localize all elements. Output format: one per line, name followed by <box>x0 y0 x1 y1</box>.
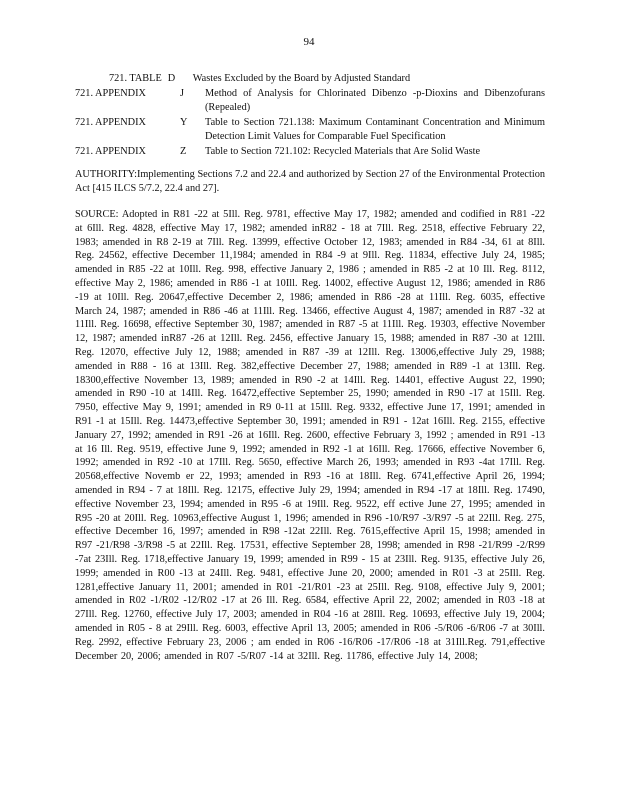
toc-row <box>75 116 545 145</box>
toc-ref: 721. APPENDIX <box>75 116 146 128</box>
toc-description: Table to Section 721.102: Recycled Materials that Are Solid Waste <box>205 145 481 157</box>
authority-paragraph: AUTHORITY:Implementing Sections 7.2 and 22.4 and authorized by Section 27 of the Environmental Protection Act [415 ILCS 5/7.2, 22.4 and 27]. <box>75 169 545 194</box>
toc-ref: 721. APPENDIX <box>75 87 146 99</box>
toc-row <box>75 87 545 116</box>
toc-description: Method of Analysis for Chlorinated Dibenzo -p-Dioxins and Dibenzofurans (Repealed) <box>205 87 545 113</box>
toc-letter: Y <box>180 116 188 128</box>
table-of-contents <box>75 72 545 159</box>
source-paragraph: SOURCE: Adopted in R81 -22 at 5Ill. Reg. 9781, effective May 17, 1982; amended and codified in R81 -22 at 6Ill. Reg. 4828, effective May 17, 1982; amended inR82 - 18 at 7Ill. Reg. 2518, effective February 22, 1983; amended in R8 2-19 at 7Ill. Reg. 13999, effective October 12, 1983; amended in R84 -34, 61 at 8Ill. Reg. 24562, effective December 11,1984; amended in R84 -9 at 9Ill. Reg. 11834, effective July 24, 1985; amended in R85 -22 at 10Ill. Reg. 998, effective January 2, 1986 ; amended in R85 -2 at 10 Ill. Reg. 8112, effective May 2, 1986; amended in R86 -1 at 10Ill. Reg. 14002, effective August 12, 1986; amended in R86 -19 at 10Ill. Reg. 20647,effective December 2, 1986; amended in R86 -28 at 11Ill. Reg. 6035, effective March 24, 1987; amended in R86 -46 at 11Ill. Reg. 13466, effective August 4, 1987; amended in R87 -32 at 11Ill. Reg. 16698, effective September 30, 1987; amended in R87 -5 at 11Ill. Reg. 19303, effective November 12, 1987; amended inR87 -26 at 12Ill. Reg. 2456, effective January 15, 1988; amended in R87 -30 at 12Ill. Reg. 12070, effective July 12, 1988; amended in R87 -39 at 12Ill. Reg. 13006,effective July 29, 1988; amended in R88 - 16 at 13Ill. Reg. 382,effective December 27, 1988; amended in R89 -1 at 13Ill. Reg. 18300,effective November 13, 1989; amended in R90 -2 at 14Ill. Reg. 14401, effective August 22, 1990; amended in R90 -10 at 14Ill. Reg. 16472,effective September 25, 1990; amended in R90 -17 at 15Ill. Reg. 7950, effective May 9, 1991; amended in R9 0-11 at 15Ill. Reg. 9332, effective June 17, 1991; amended in R91 -1 at 15Ill. Reg. 14473,effective September 30, 1991; amended in R91 - 12at 16Ill. Reg. 2155, effective January 27, 1992; amended in R91 -26 at 16Ill. Reg. 2600, effective February 3, 1992 ; amended in R91 -13 at 16 Ill. Reg. 9519, effective June 9, 1992; amended in R92 -1 at 16Ill. Reg. 17666, effective November 6, 1992; amended in R92 -10 at 17Ill. Reg. 5650, effective March 26, 1993; amended in R93 -4at 17Ill. Reg. 20568,effective Novemb er 22, 1993; amended in R93 -16 at 18Ill. Reg. 6741,effective April 26, 1994; amended in R94 - 7 at 18Ill. Reg. 12175, effective July 29, 1994; amended in R94 -17 at 18Ill. Reg. 17490, effective November 23, 1994; amended in R95 -6 at 19Ill. Reg. 9522, eff ective June 27, 1995; amended in R95 -20 at 20Ill. Reg. 10963,effective August 1, 1996; amended in R96 -10/R97 -3/R97 -5 at 22Ill. Reg. 275, effective December 16, 1997; amended in R98 -12at 22Ill. Reg. 7615,effective April 15, 1998; amended in R97 -21/R98 -3/R98 -5 at 22Ill. Reg. 17531, effective September 28, 1998; amended in R98 -21/R99 -2/R99 -7at 23Ill. Reg. 1718,effective January 19, 1999; amended in R99 - 15 at 23Ill. Reg. 9135, effective July 26, 1999; amended in R00 -13 at 24Ill. Reg. 9481, effective June 20, 2000; amended in R01 -3 at 25Ill. Reg. 1281,effective January 11, 2001; amended in R01 -21/R01 -23 at 25Ill. Reg. 9108, effective July 9, 2001; amended in R02 -1/R02 -12/R02 -17 at 26 Ill. Reg. 6584, effective April 22, 2002; amended in R03 -18 at 27Ill. Reg. 12760, effective July 17, 2003; amended in R04 -16 at 28Ill. Reg. 10693, effective July 19, 2004; amended in R05 - 8 at 29Ill. Reg. 6003, effective April 13, 2005; amended in R06 -5/R06 -6/R06 -7 at 30Ill. Reg. 2992, effective February 23, 2006 ; am ended in R06 -16/R06 -17/R06 -18 at 31Ill.Reg. 791,effective December 20, 2006; amended in R07 -5/R07 -14 at 32Ill. Reg. 11786, effective July 14, 2008; <box>75 209 545 662</box>
toc-letter: D <box>167 73 176 84</box>
page-number: 94 <box>303 36 315 48</box>
toc-ref: 721. APPENDIX <box>75 145 146 157</box>
toc-letter: Z <box>180 145 187 157</box>
toc-ref: 721. TABLE <box>109 73 162 84</box>
toc-description: Table to Section 721.138: Maximum Contaminant Concentration and Minimum Detection Limit Values for Comparable Fuel Specification <box>205 116 545 142</box>
toc-row <box>75 72 545 87</box>
toc-description: Wastes Excluded by the Board by Adjusted Standard <box>192 73 411 84</box>
toc-letter: J <box>180 87 185 99</box>
toc-row <box>75 145 545 160</box>
